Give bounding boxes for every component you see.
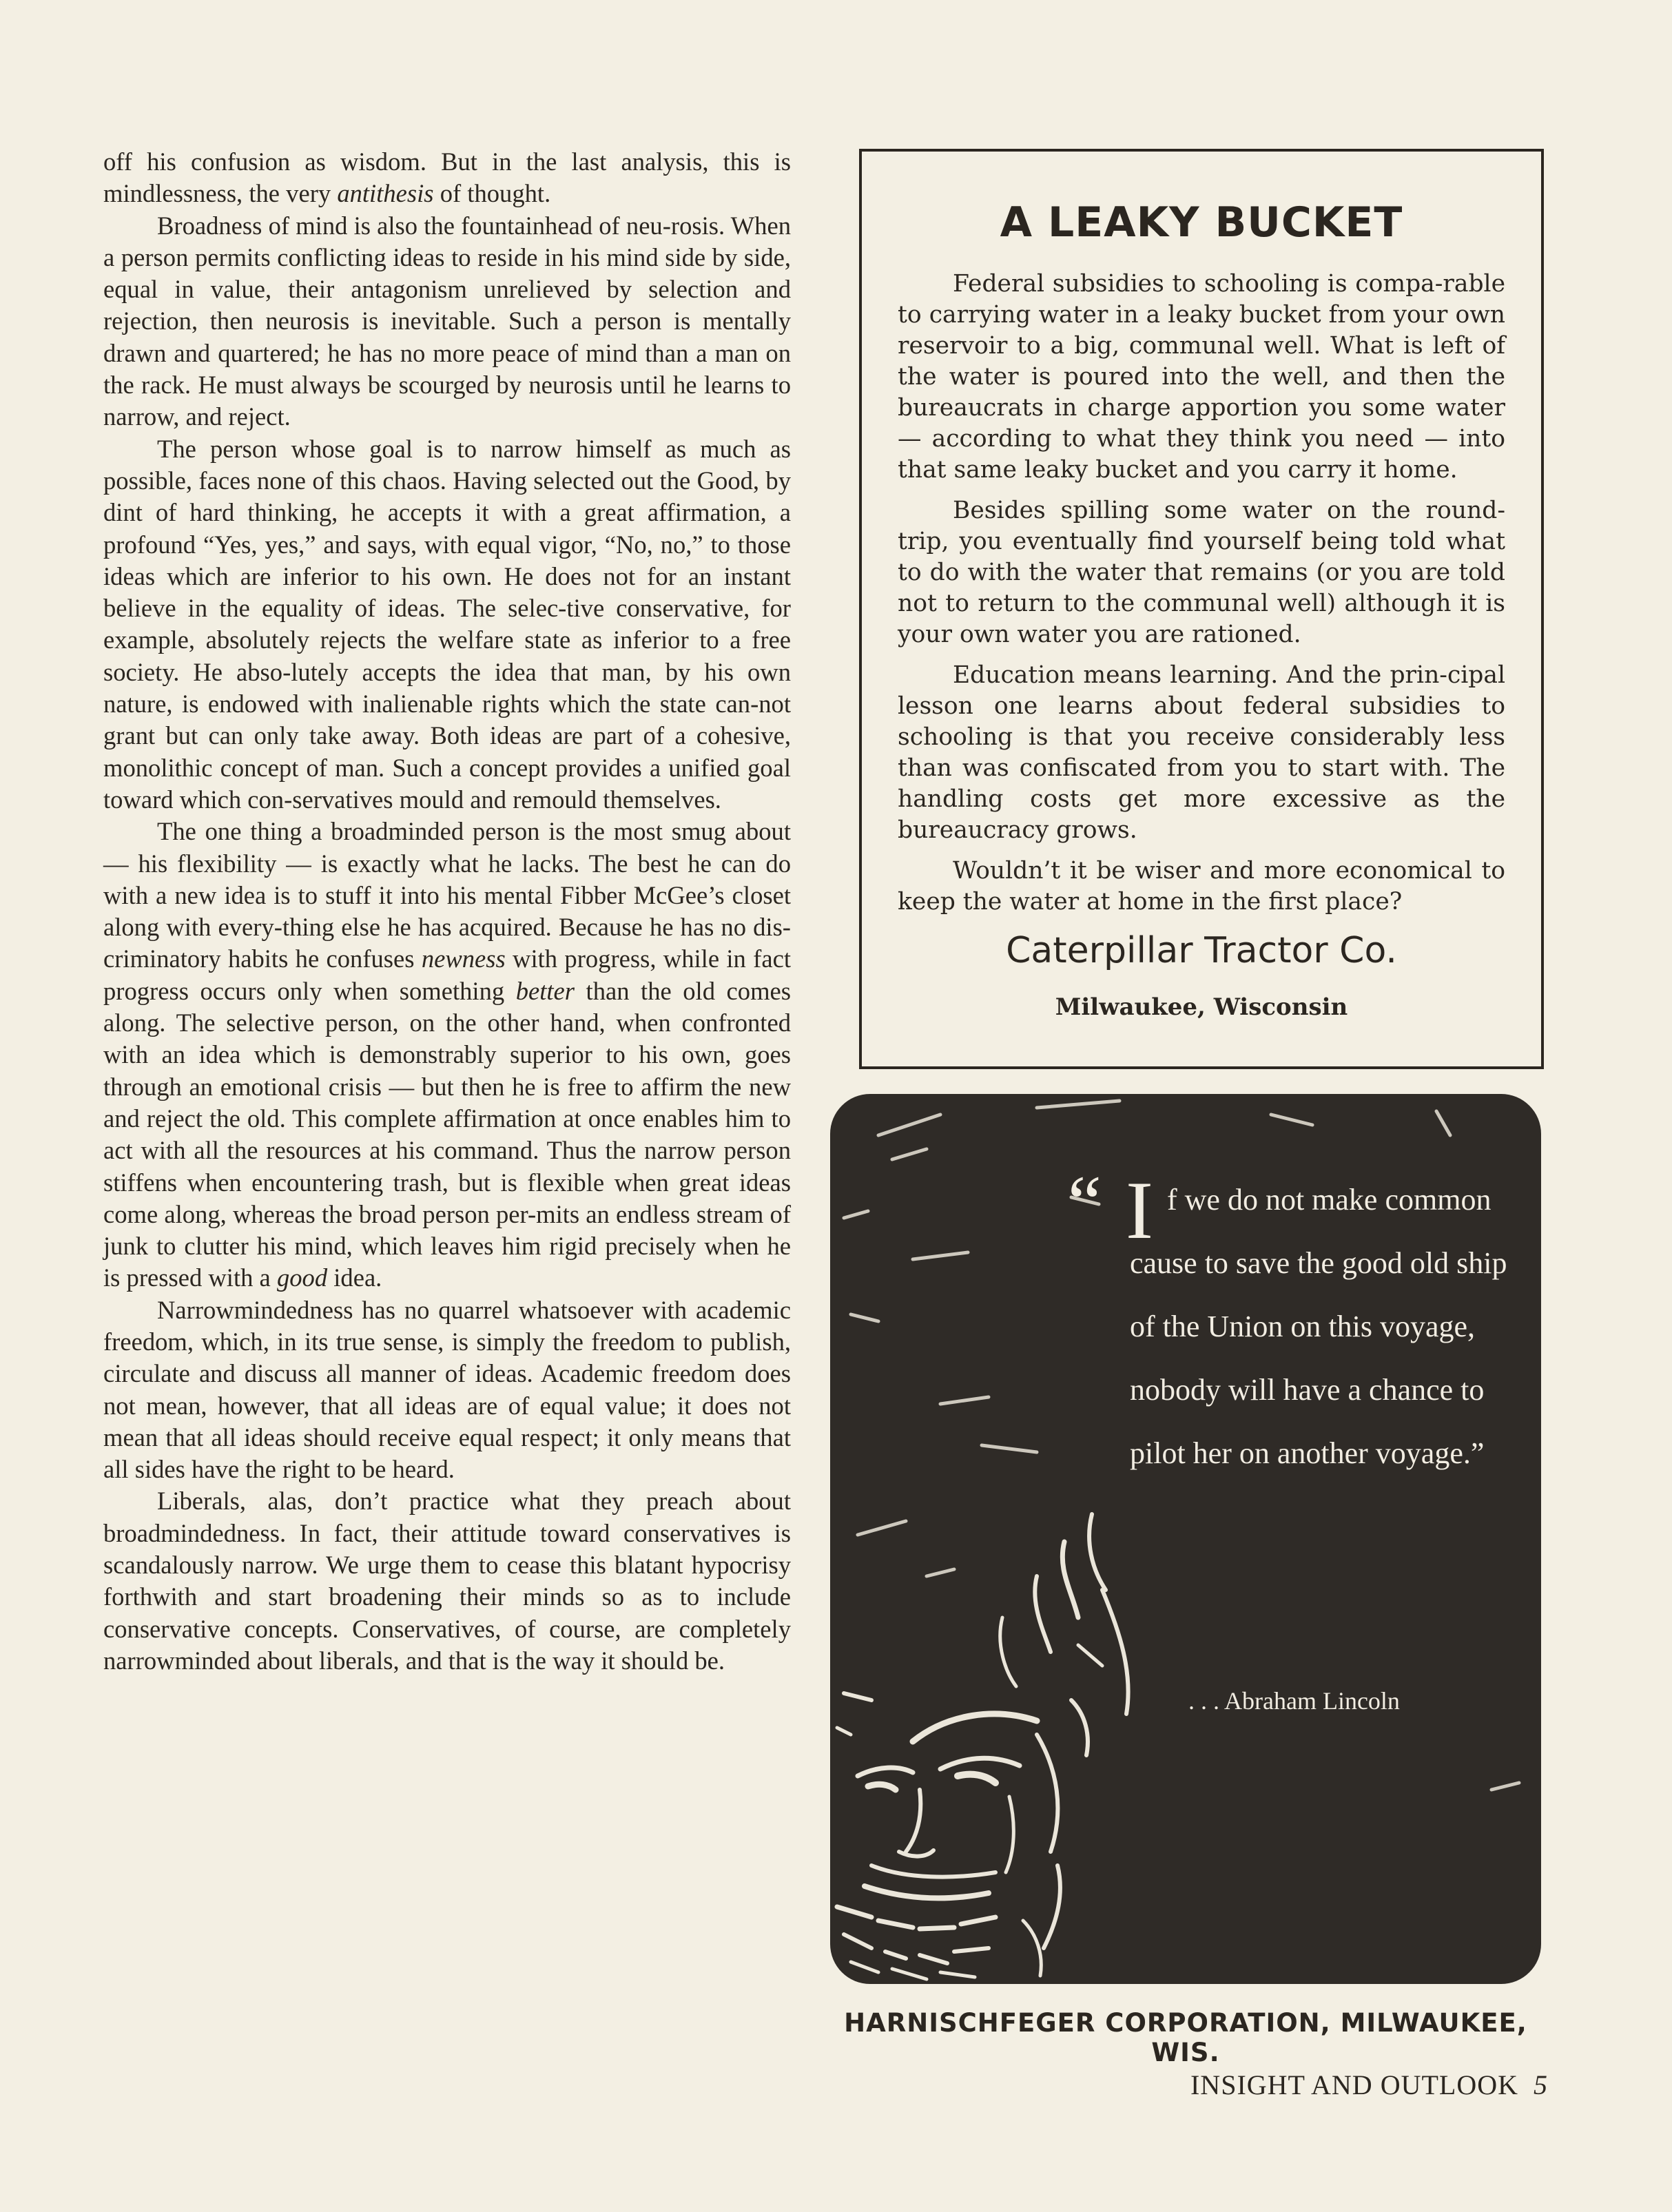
ad-paragraph: Education means learning. And the prin-cipal lesson one learns about federal subsidies to schooling is that you receive considerably less than was confiscated from you to start with. The handling costs get more excessive as the bureaucracy grows. (898, 661, 1505, 844)
quote-attribution: . . . Abraham Lincoln (1188, 1687, 1400, 1715)
quote-initial: I (1126, 1164, 1153, 1256)
ad-paragraph: Wouldn’t it be wiser and more economical to keep the water at home in the first place? (898, 857, 1505, 916)
quote-text: f we do not make common cause to save the good old ship of the Union on this voyage, nobody will have a chance to pilot her on another voyage.” (1130, 1183, 1507, 1470)
quote-open-mark: “ (1068, 1160, 1102, 1244)
article-text: Narrowmindedness has no quarrel whatsoever with academic freedom, which, in its true sense, is simply the freedom to publish, circulate and discuss all manner of ideas. Academic freedom does not mean, however, that all ideas are of equal value; it does not mean that all ideas should receive equal respect; it only means that all sides have the right to be heard. (103, 1295, 791, 1484)
ad-body (898, 269, 1505, 927)
article-paragraph (103, 146, 791, 210)
article-text: idea. (327, 1263, 382, 1292)
publication-title: INSIGHT AND OUTLOOK (1190, 2069, 1518, 2100)
page-number: 5 (1534, 2069, 1548, 2100)
lincoln-ad-caption: HARNISCHFEGER CORPORATION, MILWAUKEE, WIS. (844, 2008, 1527, 2067)
lincoln-ad (830, 1094, 1541, 1984)
article-emphasis: better (515, 976, 575, 1005)
ad-headline: A LEAKY BUCKET (1000, 198, 1403, 247)
ad-paragraph: Besides spilling some water on the round-trip, you eventually find yourself being told what to do with the water that remains (or you are told not to return to the communal well) although it is your own water you are rationed. (898, 497, 1505, 648)
article-paragraph (103, 816, 791, 1294)
article-emphasis: newness (421, 944, 506, 973)
page-footer (1190, 2069, 1548, 2101)
ad-paragraph: Federal subsidies to schooling is compa-rable to carrying water in a leaky bucket from your own reservoir to a big, communal well. What is left of the water is poured into the well, and then the bureaucrats in charge apportion you some water — according to what they think you need — into that same leaky bucket and you carry it home. (898, 270, 1505, 484)
article-paragraph (103, 1485, 791, 1677)
article-text: off his confusion as wisdom. But in the last analysis, this is mindlessness, the very (103, 147, 791, 208)
article-paragraph (103, 433, 791, 816)
article-text: with progress, while in fact progress occurs only when something (103, 944, 791, 1005)
article-text: than the old comes along. The selective person, on the other hand, when confronted with an idea which is demonstrably superior to his own, goes through an emotional crisis — but then he is free to affirm the new and reject the old. This complete affirmation at once enables him to act with all the resources at his command. Thus the narrow person stiffens when encountering trash, but is flexible when great ideas come along, whereas the broad person per-mits an endless stream of junk to clutter his mind, which leaves him rigid precisely when he is pressed with a (103, 976, 791, 1292)
article-paragraph (103, 210, 791, 433)
article-emphasis: antithesis (337, 179, 434, 208)
article-emphasis: good (276, 1263, 328, 1292)
article-text: Broadness of mind is also the fountainhead of neu-rosis. When a person permits conflicting ideas to reside in his mind side by side, equal in value, their antagonism unrelieved by selection and rejection, then neurosis is inevitable. Such a person is mentally drawn and quartered; he has no more peace of mind than a man on the rack. He must always be scourged by neurosis until he learns to narrow, and reject. (103, 211, 791, 431)
article-text: of thought. (433, 179, 551, 208)
article-text: Liberals, alas, don’t practice what they preach about broadmindedness. In fact, their attitude toward conservatives is scandalously narrow. We urge them to cease this blatant hypocrisy forthwith and start broadening their minds so as to include conservative concepts. Conservatives, of course, are completely narrowminded about liberals, and that is the way it should be. (103, 1487, 791, 1675)
article-text: The one thing a broadminded person is the most smug about — his flexibility — is exactly what he lacks. The best he can do with a new idea is to stuff it into his mental Fibber McGee’s closet along with every-thing else he has acquired. Because he has no dis-criminatory habits he confuses (103, 817, 791, 973)
article-column (103, 146, 791, 1677)
ad-company-location: Milwaukee, Wisconsin (1055, 993, 1348, 1021)
ad-company-name: Caterpillar Tractor Co. (1006, 930, 1397, 971)
article-paragraph (103, 1294, 791, 1486)
article-text: The person whose goal is to narrow himself as much as possible, faces none of this chaos. Having selected out the Good, by dint of hard thinking, he accepts it with a great affirmation, a profound “Yes, yes,” and says, with equal vigor, “No, no,” to those ideas which are inferior to his own. He does not for an instant believe in the equality of ideas. The selec-tive conservative, for example, absolutely rejects the welfare state as inferior to a free society. He abso-lutely accepts the idea that man, by his own nature, is endowed with inalienable rights which the state can-not grant but can only take away. Both ideas are part of a cohesive, monolithic concept of man. Such a concept provides a unified goal toward which con-servatives mould and remould themselves. (103, 434, 791, 814)
lincoln-quote (1068, 1160, 1529, 1485)
